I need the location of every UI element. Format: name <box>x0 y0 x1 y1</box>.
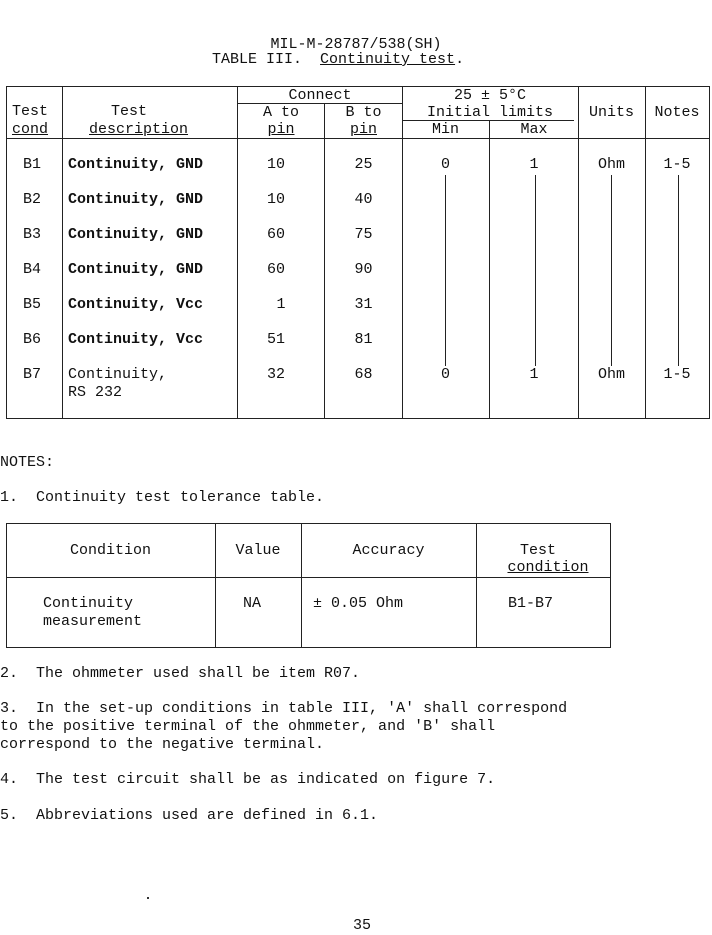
tol-header-condition: Condition <box>69 542 151 559</box>
header-initial-limits: Initial limits <box>426 104 554 121</box>
tol-cell-test-condition: B1-B7 <box>508 595 554 612</box>
page-number: 35 <box>352 917 371 934</box>
cell-min: 0 <box>440 156 450 173</box>
cell-desc: Continuity, GND <box>68 261 204 278</box>
cell-desc: Continuity, GND <box>68 191 204 208</box>
cell-b-pin: 40 <box>354 191 373 208</box>
table-title-period: . <box>455 51 465 68</box>
cell-b-pin: 31 <box>354 296 373 313</box>
tol-cell-condition-line-2: measurement <box>43 613 143 630</box>
cell-a-pin: 60 <box>266 261 285 278</box>
tol-cell-value: NA <box>243 595 262 612</box>
cell-a-pin: 32 <box>266 366 285 383</box>
header-max: Max <box>520 121 548 138</box>
cell-b-pin: 90 <box>354 261 373 278</box>
header-test-2: Test <box>111 103 148 120</box>
cell-desc: Continuity, <box>68 366 168 383</box>
table-right-border <box>709 86 710 418</box>
header-doc-number: MIL-M-28787/538(SH) <box>270 36 442 53</box>
header-min: Min <box>431 121 459 138</box>
tol-cell-condition: Continuity <box>43 595 134 612</box>
header-pin-b: pin <box>349 121 377 138</box>
tol-header-value: Value <box>235 542 281 559</box>
cell-b-pin: 25 <box>354 156 373 173</box>
header-test: Test <box>12 103 49 120</box>
note-3-line-3: correspond to the negative terminal. <box>0 736 325 753</box>
cell-b-pin: 68 <box>354 366 373 383</box>
cell-a-pin: 51 <box>266 331 285 348</box>
cell-desc: Continuity, GND <box>68 156 204 173</box>
note-5: 5. Abbreviations used are defined in 6.1. <box>0 807 379 824</box>
header-connect: Connect <box>288 87 352 104</box>
tol-header-test: Test <box>519 542 556 559</box>
table-title-main: Continuity test <box>320 51 456 68</box>
cell-cond: B6 <box>23 331 42 348</box>
cell-cond: B5 <box>23 296 42 313</box>
header-notes: Notes <box>654 104 700 121</box>
min-ditto-line <box>445 175 446 366</box>
header-b-to: B to <box>345 104 382 121</box>
note-4: 4. The test circuit shall be as indicated on figure 7. <box>0 771 496 788</box>
note-1: 1. Continuity test tolerance table. <box>0 489 325 506</box>
cell-notes: 1-5 <box>663 156 691 173</box>
header-description: description <box>89 121 189 138</box>
tol-right-border <box>610 523 611 647</box>
cell-b-pin: 75 <box>354 226 373 243</box>
note-2: 2. The ohmmeter used shall be item R07. <box>0 665 361 682</box>
tol-header-accuracy: Accuracy <box>352 542 425 559</box>
table-left-border <box>6 86 7 418</box>
tol-bottom-border <box>6 647 611 648</box>
header-units: Units <box>588 104 634 121</box>
cell-desc: Continuity, Vcc <box>68 331 204 348</box>
cell-desc-line-2: RS 232 <box>68 384 123 401</box>
units-ditto-line <box>611 175 612 366</box>
table-bottom-border <box>6 418 710 419</box>
tol-top-border <box>6 523 611 524</box>
cell-units: Ohm <box>597 156 625 173</box>
cell-cond: B2 <box>23 191 42 208</box>
table-title <box>212 51 464 69</box>
cell-a-pin: 10 <box>266 191 285 208</box>
note-3-line-1: 3. In the set-up conditions in table III, 'A' shall correspond <box>0 700 568 717</box>
cell-a-pin: 1 <box>276 296 286 313</box>
cell-b-pin: 81 <box>354 331 373 348</box>
max-ditto-line <box>535 175 536 366</box>
cell-cond: B3 <box>23 226 42 243</box>
cell-units: Ohm <box>597 366 625 383</box>
tol-header-border <box>6 577 611 578</box>
cell-cond: B7 <box>23 366 42 383</box>
col-divider-cond <box>62 86 63 418</box>
cell-notes: 1-5 <box>663 366 691 383</box>
cell-a-pin: 10 <box>266 156 285 173</box>
header-temperature: 25 ± 5°C <box>453 87 526 104</box>
cell-cond: B4 <box>23 261 42 278</box>
stray-dot <box>147 897 149 899</box>
table-title-prefix: TABLE III. <box>212 51 303 68</box>
cell-max: 1 <box>529 156 539 173</box>
header-cond: cond <box>12 121 49 138</box>
header-a-to: A to <box>262 104 299 121</box>
header-pin-a: pin <box>267 121 295 138</box>
cell-a-pin: 60 <box>266 226 285 243</box>
notes-ditto-line <box>678 175 679 366</box>
cell-max: 1 <box>529 366 539 383</box>
cell-min: 0 <box>440 366 450 383</box>
cell-cond: B1 <box>23 156 42 173</box>
note-3-line-2: to the positive terminal of the ohmmeter, and 'B' shall <box>0 718 496 735</box>
tol-cell-accuracy: ± 0.05 Ohm <box>313 595 404 612</box>
cell-desc: Continuity, GND <box>68 226 204 243</box>
tol-header-test-condition: condition <box>507 559 589 576</box>
cell-desc: Continuity, Vcc <box>68 296 204 313</box>
notes-label: NOTES: <box>0 454 55 471</box>
